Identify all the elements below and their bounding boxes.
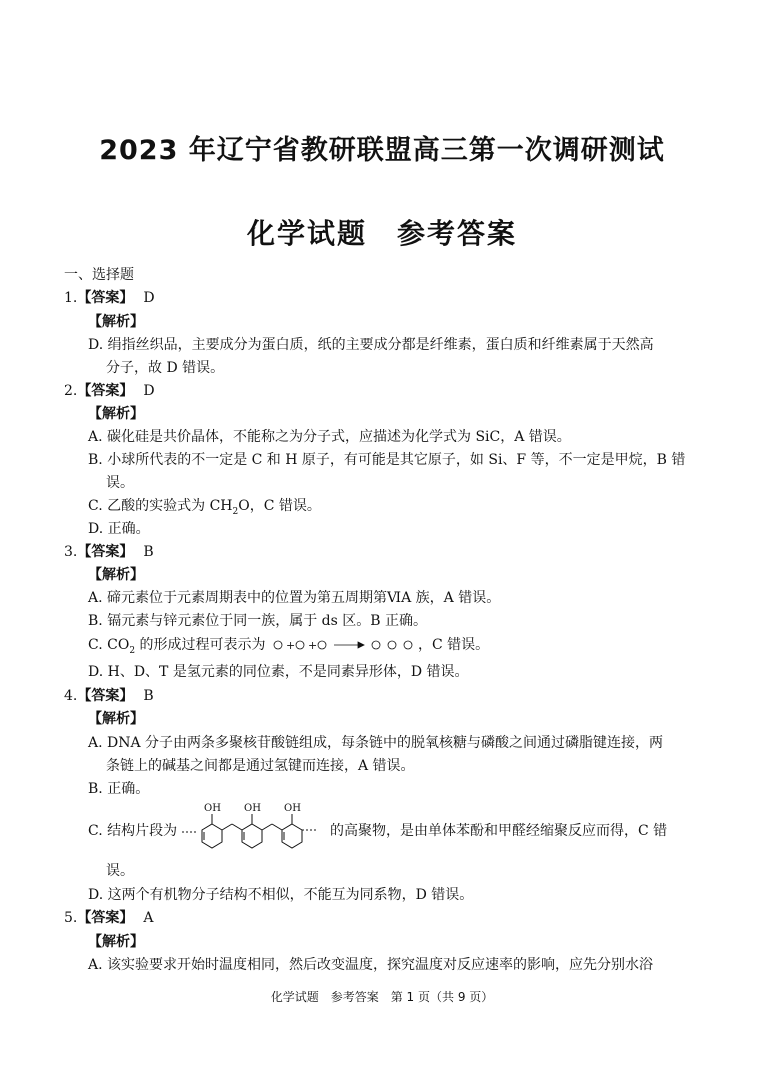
q3-line-a: A. 碲元素位于元素周期表中的位置为第五周期第ⅥA 族，A 错误。 xyxy=(88,590,501,606)
q1-line-1: D. 绢指丝织品，主要成分为蛋白质，纸的主要成分都是纤维素，蛋白质和纤维素属于天然高 xyxy=(88,337,654,353)
analysis-label: 【解析】 xyxy=(88,711,144,727)
q4-line-d: D. 这两个有机物分子结构不相似，不能互为同系物，D 错误。 xyxy=(88,887,474,903)
analysis-label: 【解析】 xyxy=(88,567,144,583)
analysis-label: 【解析】 xyxy=(88,406,144,422)
q5-number: 5. xyxy=(64,910,78,926)
q2-line-c: C. 乙酸的实验式为 $CH_2O$，C 错误。 xyxy=(88,498,321,517)
q3-answer: B xyxy=(143,544,154,560)
q2-answer: D xyxy=(143,383,155,399)
analysis-label: 【解析】 xyxy=(88,314,144,330)
page-footer: 化学试题 参考答案 第 1 页（共 9 页） xyxy=(270,990,494,1004)
phenol-formaldehyde-structure xyxy=(182,800,332,860)
q5-answer: A xyxy=(143,910,154,926)
answer-label: 【答案】 xyxy=(77,910,134,926)
q2-line-b-cont: 误。 xyxy=(106,475,134,491)
q2-line-a: A. 碳化硅是共价晶体，不能称之为分子式，应描述为化学式为 SiC，A 错误。 xyxy=(88,429,571,445)
page-subtitle: 化学试题 参考答案 xyxy=(246,217,517,250)
q1-answer: D xyxy=(143,290,155,306)
q3-line-b: B. 镉元素与锌元素位于同一族，属于 ds 区。B 正确。 xyxy=(88,613,427,629)
section-heading: 一、选择题 xyxy=(64,267,134,283)
q4-answer-line xyxy=(64,687,154,705)
analysis-label: 【解析】 xyxy=(88,934,144,950)
q1-number: 1. xyxy=(64,290,78,306)
answer-label: 【答案】 xyxy=(77,544,134,560)
answer-label: 【答案】 xyxy=(77,383,134,399)
oh-label: OH xyxy=(284,803,301,814)
co2-formation-diagram xyxy=(270,637,418,653)
q3-answer-line xyxy=(64,543,154,561)
q4-number: 4. xyxy=(64,688,78,704)
page-title: 2023 年辽宁省教研联盟高三第一次调研测试 xyxy=(99,135,665,166)
oh-label: OH xyxy=(204,803,221,814)
q2-number: 2. xyxy=(64,383,78,399)
q3-line-c: C. $CO_2$ 的形成过程可表示为 + + ，C 错误。 xyxy=(88,637,490,656)
q2-answer-line xyxy=(64,382,155,400)
oh-label: OH xyxy=(244,803,261,814)
svg-text:+: + xyxy=(285,639,296,652)
q1-line-2: 分子，故 D 错误。 xyxy=(106,360,225,376)
q4-answer: B xyxy=(143,688,154,704)
q3-line-d: D. H、D、T 是氢元素的同位素，不是同素异形体，D 错误。 xyxy=(88,664,469,680)
answer-label: 【答案】 xyxy=(77,688,134,704)
q4-line-a: A. DNA 分子由两条多聚核苷酸链组成，每条链中的脱氧核糖与磷酸之间通过磷脂键连接，两 xyxy=(88,735,664,751)
q4-line-c: C. 结构片段为 xyxy=(88,823,178,839)
q5-answer-line xyxy=(64,909,153,927)
q2-line-d: D. 正确。 xyxy=(88,521,150,537)
q1-answer-line xyxy=(64,289,155,307)
q3-number: 3. xyxy=(64,544,78,560)
q2-line-b: B. 小球所代表的不一定是 C 和 H 原子，有可能是其它原子，如 Si、F 等，不一定是甲烷，B 错 xyxy=(88,452,686,468)
svg-text:+: + xyxy=(307,639,318,652)
q5-line-a: A. 该实验要求开始时温度相同，然后改变温度，探究温度对反应速率的影响，应先分别水浴 xyxy=(88,957,654,973)
q4-line-c-end: 误。 xyxy=(106,863,134,879)
answer-label: 【答案】 xyxy=(77,290,134,306)
q4-line-a-cont: 条链上的碱基之间都是通过氢键而连接，A 错误。 xyxy=(106,758,415,774)
q4-line-b: B. 正确。 xyxy=(88,781,150,797)
q4-line-c-cont: 的高聚物，是由单体苯酚和甲醛经缩聚反应而得，C 错 xyxy=(330,823,668,839)
